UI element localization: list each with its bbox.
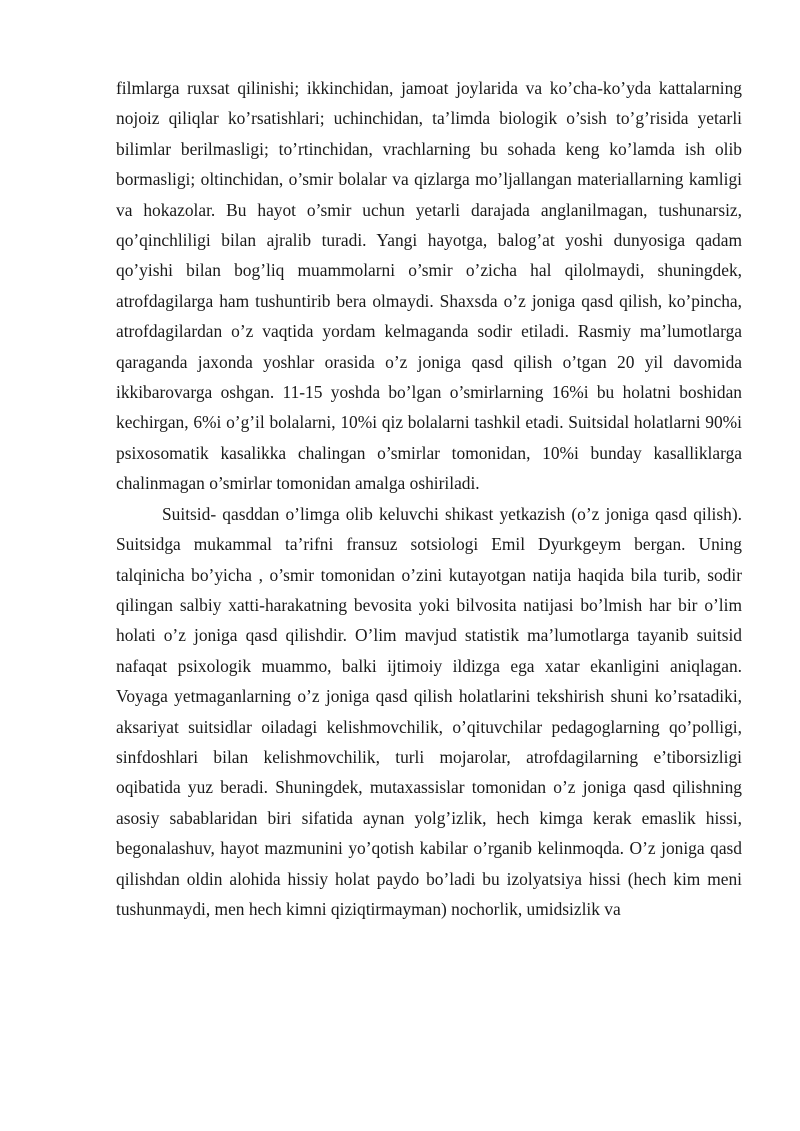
document-page [116,73,742,924]
paragraph-2: Suitsid- qasddan o’limga olib keluvchi shikast yetkazish (o’z joniga qasd qilish). Suitsidga mukammal ta’rifni fransuz sotsiologi Emil Dyurkgeym bergan. Uning talqinicha bo’yicha , o’smir tomonidan o’zini kutayotgan natija haqida bila turib, sodir qilingan salbiy xatti-harakatning bevosita yoki bilvosita natijasi bo’lmish har bir o’lim holati o’z joniga qasd qilishdir. O’lim mavjud statistik ma’lumotlarga tayanib suitsid nafaqat psixologik muammo, balki ijtimoiy ildizga ega xatar ekanligini aniqlagan. Voyaga yetmaganlarning o’z joniga qasd qilish holatlarini tekshirish shuni ko’rsatadiki, aksariyat suitsidlar oiladagi kelishmovchilik, o’qituvchilar pedagoglarning qo’polligi, sinfdoshlari bilan kelishmovchilik, turli mojarolar, atrofdagilarning e’tiborsizligi oqibatida yuz beradi. Shuningdek, mutaxassislar tomonidan o’z joniga qasd qilishning asosiy sabablaridan biri sifatida aynan yolg’izlik, hech kimga kerak emaslik hissi, begonalashuv, hayot mazmunini yo’qotish kabilar o’rganib kelinmoqda. O’z joniga qasd qilishdan oldin alohida hissiy holat paydo bo’ladi bu izolyatsiya hissi (hech kim meni tushunmaydi, men hech kimni qiziqtirmayman) nochorlik, umidsizlik va [116,503,742,919]
paragraph-1: filmlarga ruxsat qilinishi; ikkinchidan, jamoat joylarida va ko’cha-ko’yda kattalarning nojoiz qiliqlar ko’rsatishlari; uchinchidan, ta’limda biologik o’sish to’g’risida yetarli bilimlar berilmasligi; to’rtinchidan, vrachlarning bu sohada keng ko’lamda ish olib bormasligi; oltinchidan, o’smir bolalar va qizlarga mo’ljallangan materiallarning kamligi va hokazolar. Bu hayot o’smir uchun yetarli darajada anglanilmagan, tushunarsiz, qo’qinchliligi bilan ajralib turadi. Yangi hayotga, balog’at yoshi dunyosiga qadam qo’yishi bilan bog’liq muammolarni o’smir o’zicha hal qilolmaydi, shuningdek, atrofdagilarga ham tushuntirib bera olmaydi. Shaxsda o’z joniga qasd qilish, ko’pincha, atrofdagilardan o’z vaqtida yordam kelmaganda sodir etiladi. Rasmiy ma’lumotlarga qaraganda jaxonda yoshlar orasida o’z joniga qasd qilish o’tgan 20 yil davomida ikkibarovarga oshgan. 11-15 yoshda bo’lgan o’smirlarning 16%i bu holatni boshidan kechirgan, 6%i o’g’il bolalarni, 10%i qiz bolalarni tashkil etadi. Suitsidal holatlarni 90%i psixosomatik kasalikka chalingan o’smirlar tomonidan, 10%i bunday kasalliklarga chalinmagan o’smirlar tomonidan amalga oshiriladi. [116,78,742,494]
